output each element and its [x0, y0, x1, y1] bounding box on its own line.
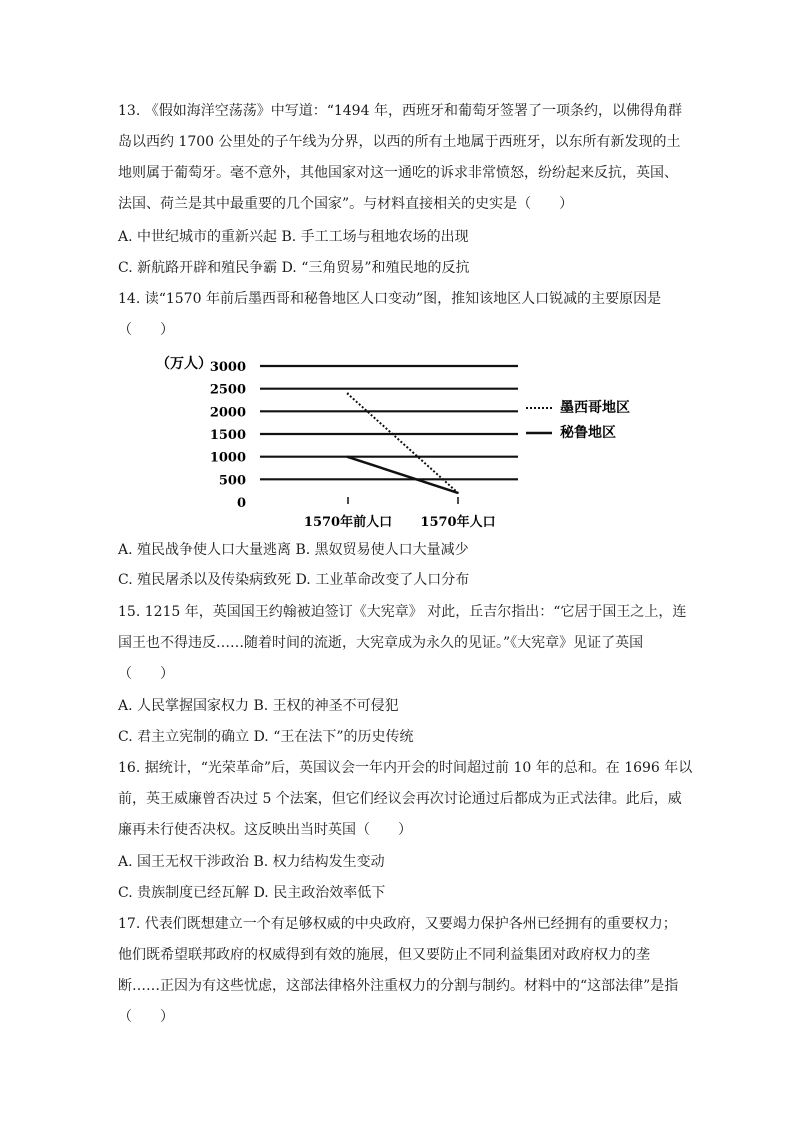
q17-line-1: 17. 代表们既想建立一个有足够权威的中央政府，又要竭力保护各州已经拥有的重要权力； [118, 916, 677, 932]
chart-ylabel: （万人） [156, 356, 212, 372]
y-tick-label: 2000 [209, 405, 246, 421]
y-tick-label: 500 [218, 473, 246, 489]
q14-line-1: 14. 读“1570 年前后墨西哥和秘鲁地区人口变动”图，推知该地区人口锐减的主要原因是 [118, 291, 662, 307]
q13-line-4: 法国、荷兰是其中最重要的几个国家”。与材料直接相关的史实是（ ） [118, 196, 574, 212]
data-point [347, 456, 349, 458]
series-line-2 [347, 457, 458, 493]
legend-label: 秘鲁地区 [560, 425, 616, 441]
q15-line-2: 国王也不得违反……随着时间的流逝，大宪章成为永久的见证。”《大宪章》见证了英国 [118, 635, 644, 651]
q13-line-1: 13. 《假如海洋空荡荡》中写道：“1494 年，西班牙和葡萄牙签署了一项条约，以佛得角群 [118, 103, 682, 119]
q15-option-ab: A. 人民掌握国家权力 B. 王权的神圣不可侵犯 [118, 698, 399, 714]
q13-line-2: 岛以西约 1700 公里处的子午线为分界，以西的所有土地属于西班牙，以东所有新发现的土 [118, 134, 681, 150]
q16-option-ab: A. 国王无权干涉政治 B. 权力结构发生变动 [118, 854, 385, 870]
y-tick-label: 3000 [209, 360, 246, 375]
q17-line-2: 他们既希望联邦政府的权威得到有效的施展，但又要防止不同利益集团对政府权力的垄 [118, 947, 650, 963]
q14-option-ab: A. 殖民战争使人口大量逃离 B. 黑奴贸易使人口大量减少 [118, 542, 469, 558]
population-chart [150, 348, 650, 533]
y-tick-label: 0 [236, 496, 246, 511]
q15-option-cd: C. 君主立宪制的确立 D. “王在法下”的历史传统 [118, 729, 414, 745]
q13-line-3: 地则属于葡萄牙。毫不意外，其他国家对这一通吃的诉求非常愤怒，纷纷起来反抗，英国、 [118, 165, 678, 181]
data-point [457, 492, 459, 494]
x-tick-label: 1570年前人口 [303, 515, 393, 530]
q15-line-1: 15. 1215 年，英国国王约翰被迫签订《大宪章》 对此，丘吉尔指出：“它居于国王之上，连 [118, 604, 687, 620]
series-line-1 [347, 393, 458, 493]
x-tick-label: 1570年人口 [420, 515, 496, 530]
q16-option-cd: C. 贵族制度已经瓦解 D. 民主政治效率低下 [118, 885, 386, 901]
q14-option-cd: C. 殖民屠杀以及传染病致死 D. 工业革命改变了人口分布 [118, 572, 470, 588]
q14-line-2: （ ） [118, 322, 174, 338]
q16-line-3: 廉再未行使否决权。这反映出当时英国（ ） [118, 822, 412, 838]
legend-label: 墨西哥地区 [560, 400, 630, 416]
q15-line-3: （ ） [118, 666, 174, 682]
q16-line-1: 16. 据统计，“光荣革命”后，英国议会一年内开会的时间超过前 10 年的总和。在 1696 年以 [118, 760, 693, 776]
q17-line-3: 断……正因为有这些忧虑，这部法律格外注重权力的分割与制约。材料中的“这部法律”是指 [118, 978, 679, 994]
data-point [347, 392, 349, 394]
y-tick-label: 1000 [209, 450, 246, 466]
y-tick-label: 1500 [209, 428, 246, 443]
q16-line-2: 前，英王威廉曾否决过 5 个法案，但它们经议会再次讨论通过后都成为正式法律。此后，威 [118, 791, 682, 807]
y-tick-label: 2500 [209, 382, 246, 398]
q13-option-cd: C. 新航路开辟和殖民争霸 D. “三角贸易”和殖民地的反抗 [118, 260, 470, 276]
q17-line-4: （ ） [118, 1009, 174, 1025]
q13-option-ab: A. 中世纪城市的重新兴起 B. 手工工场与租地农场的出现 [118, 229, 469, 245]
